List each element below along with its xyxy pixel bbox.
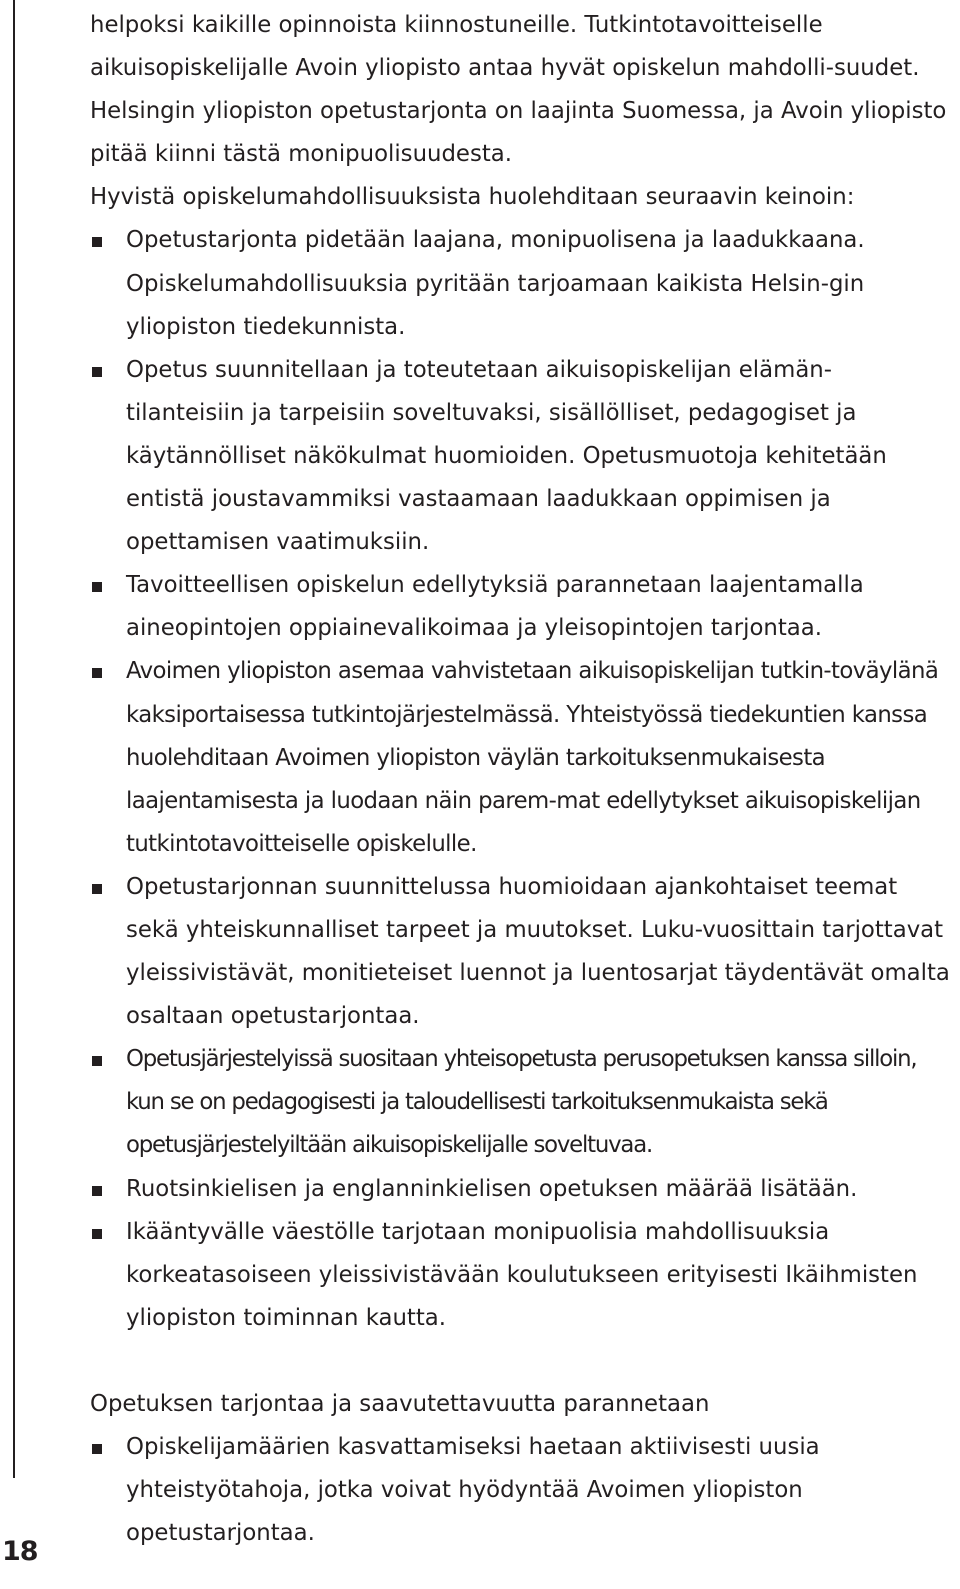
list-item: Ruotsinkielisen ja englanninkielisen opetuksen määrää lisätään. [90,1168,950,1211]
list-item: Avoimen yliopiston asemaa vahvistetaan aikuisopiskelijan tutkin-toväylänä kaksiportaisessa tutkintojärjestelmässä. Yhteistyössä tiedekuntien kanssa huolehditaan Avoimen yliopiston väylän tarkoituksenmukaisesta laajentamisesta ja luodaan näin parem-mat edellytykset aikuisopiskelijan tutkintotavoitteiselle opiskelulle. [90,650,950,865]
intro-paragraph: helpoksi kaikille opinnoista kiinnostuneille. Tutkintotavoitteiselle aikuisopiskelijalle Avoin yliopisto antaa hyvät opiskelun mahdolli-suudet. Helsingin yliopiston opetustarjonta on laajinta Suomessa, ja Avoin yliopisto pitää kiinni tästä monipuolisuudesta. [90,12,947,168]
list-item: Opetustarjonta pidetään laajana, monipuolisena ja laadukkaana. Opiskelumahdollisuuksia pyritään tarjoamaan kaikista Helsin-gin yliopiston tiedekunnista. [90,219,950,348]
list-item: Tavoitteellisen opiskelun edellytyksiä parannetaan laajentamalla aineopintojen oppiainevalikoimaa ja yleisopintojen tarjontaa. [90,564,950,650]
margin-rule [13,0,15,1478]
list-item: Opiskelijamäärien kasvattamiseksi haetaan aktiivisesti uusia yhteistyötahoja, jotka voivat hyödyntää Avoimen yliopiston opetustarjontaa. [90,1426,950,1555]
measures-list [90,219,950,1339]
list-item: Opetusjärjestelyissä suositaan yhteisopetusta perusopetuksen kanssa silloin, kun se on pedagogisesti ja taloudellisesti tarkoituksenmukaista sekä opetusjärjestelyiltään aikuisopiskelijalle soveltuvaa. [90,1038,950,1167]
section-list [90,1426,950,1555]
section-heading: Opetuksen tarjontaa ja saavutettavuutta parannetaan [90,1390,710,1417]
page-number: 18 [2,1536,38,1567]
list-item: Ikääntyvälle väestölle tarjotaan monipuolisia mahdollisuuksia korkeatasoiseen yleissivistävään koulutukseen erityisesti Ikäihmisten yliopiston toiminnan kautta. [90,1211,950,1340]
lead-sentence: Hyvistä opiskelumahdollisuuksista huolehditaan seuraavin keinoin: [90,184,855,211]
list-item: Opetustarjonnan suunnittelussa huomioidaan ajankohtaiset teemat sekä yhteiskunnalliset tarpeet ja muutokset. Luku-vuosittain tarjottavat yleissivistävät, monitieteiset luennot ja luentosarjat täydentävät omalta osaltaan opetustarjontaa. [90,866,950,1038]
page-content [90,4,950,1555]
list-item: Opetus suunnitellaan ja toteutetaan aikuisopiskelijan elämän-tilanteisiin ja tarpeisiin soveltuvaksi, sisällölliset, pedagogiset ja käytännölliset näkökulmat huomioiden. Opetusmuotoja kehitetään entistä joustavammiksi vastaamaan laadukkaan oppimisen ja opettamisen vaatimuksiin. [90,349,950,564]
